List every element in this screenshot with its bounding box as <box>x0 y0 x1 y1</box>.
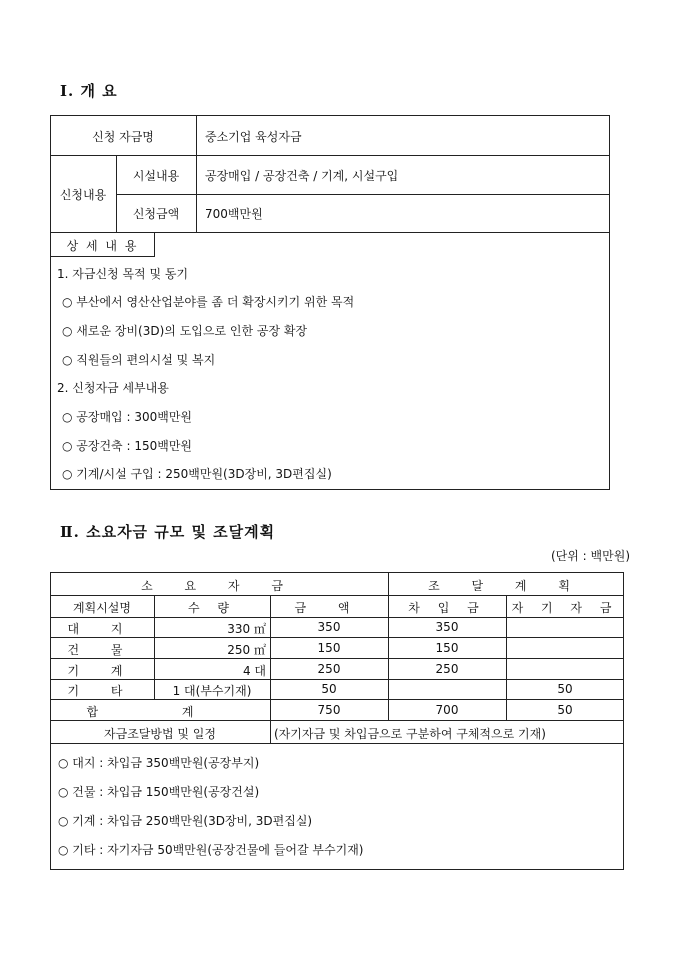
table-row-amount: 250 <box>317 662 341 676</box>
group-funding-header: 조 달 계 획 <box>428 579 584 593</box>
funding-note: ○ 건물 : 차입금 150백만원(공장건설) <box>58 785 260 799</box>
table-row-loan: 150 <box>435 641 459 655</box>
detail-tab-label: 상 세 내 용 <box>66 239 139 253</box>
detail-item: ○ 직원들의 편의시설 및 복지 <box>62 353 216 367</box>
funding-note: ○ 기계 : 차입금 250백만원(3D장비, 3D편집실) <box>58 814 313 828</box>
unit-label: (단위 : 백만원) <box>551 549 630 563</box>
table-row-name: 기 계 <box>67 664 137 678</box>
section2-heading: Ⅱ. 소요자금 규모 및 조달계획 <box>60 523 276 541</box>
amount-value: 700백만원 <box>205 207 263 221</box>
detail-item: ○ 새로운 장비(3D)의 도입으로 인한 공장 확장 <box>62 324 308 338</box>
detail-item: ○ 기계/시설 구입 : 250백만원(3D장비, 3D편집실) <box>62 467 332 481</box>
table-row-qty: 1 대(부수기재) <box>172 684 252 698</box>
detail-item: ○ 부산에서 영산산업분야를 좀 더 확장시키기 위한 목적 <box>62 295 355 309</box>
method-note: (자기자금 및 차입금으로 구분하여 구체적으로 기재) <box>274 727 546 741</box>
amount-label: 신청금액 <box>132 207 180 221</box>
apply-name-label: 신청 자금명 <box>92 130 154 144</box>
table-row-name: 대 지 <box>67 622 137 636</box>
method-label: 자금조달방법 및 일정 <box>104 727 216 741</box>
table-row-qty: 330 ㎡ <box>227 622 266 636</box>
total-label: 합 계 <box>86 705 234 719</box>
detail-item: 1. 자금신청 목적 및 동기 <box>57 267 189 281</box>
table-row-qty: 4 대 <box>242 664 266 678</box>
facility-value: 공장매입 / 공장건축 / 기계, 시설구입 <box>205 169 399 183</box>
detail-item: ○ 공장매입 : 300백만원 <box>62 410 193 424</box>
table-row-loan: 350 <box>435 620 459 634</box>
total-own: 50 <box>557 703 573 717</box>
table-row-loan: 250 <box>435 662 459 676</box>
table-row-own: 50 <box>557 682 573 696</box>
table-row-name: 건 물 <box>67 643 137 657</box>
funding-note: ○ 대지 : 차입금 350백만원(공장부지) <box>58 756 260 770</box>
column-header: 계획시설명 <box>73 601 131 615</box>
column-header: 금 액 <box>294 601 364 615</box>
total-loan: 700 <box>435 703 459 717</box>
detail-item: 2. 신청자금 세부내용 <box>57 381 169 395</box>
apply-name-value: 중소기업 육성자금 <box>205 130 302 144</box>
table-row-amount: 150 <box>317 641 341 655</box>
table-row-name: 기 타 <box>67 684 137 698</box>
table-row-qty: 250 ㎡ <box>227 643 266 657</box>
total-amount: 750 <box>317 703 341 717</box>
apply-content-label: 신청내용 <box>59 188 107 202</box>
column-header: 수 량 <box>188 601 236 615</box>
table-row-amount: 50 <box>321 682 337 696</box>
column-header: 차 입 금 <box>408 601 486 615</box>
section1-heading: Ⅰ. 개 요 <box>60 82 118 100</box>
detail-item: ○ 공장건축 : 150백만원 <box>62 439 193 453</box>
column-header: 자 기 자 금 <box>511 601 619 615</box>
facility-label: 시설내용 <box>132 169 180 183</box>
table-row-amount: 350 <box>317 620 341 634</box>
funding-note: ○ 기타 : 자기자금 50백만원(공장건물에 들어갈 부수기재) <box>58 843 364 857</box>
group-required-header: 소 요 자 금 <box>141 579 297 593</box>
